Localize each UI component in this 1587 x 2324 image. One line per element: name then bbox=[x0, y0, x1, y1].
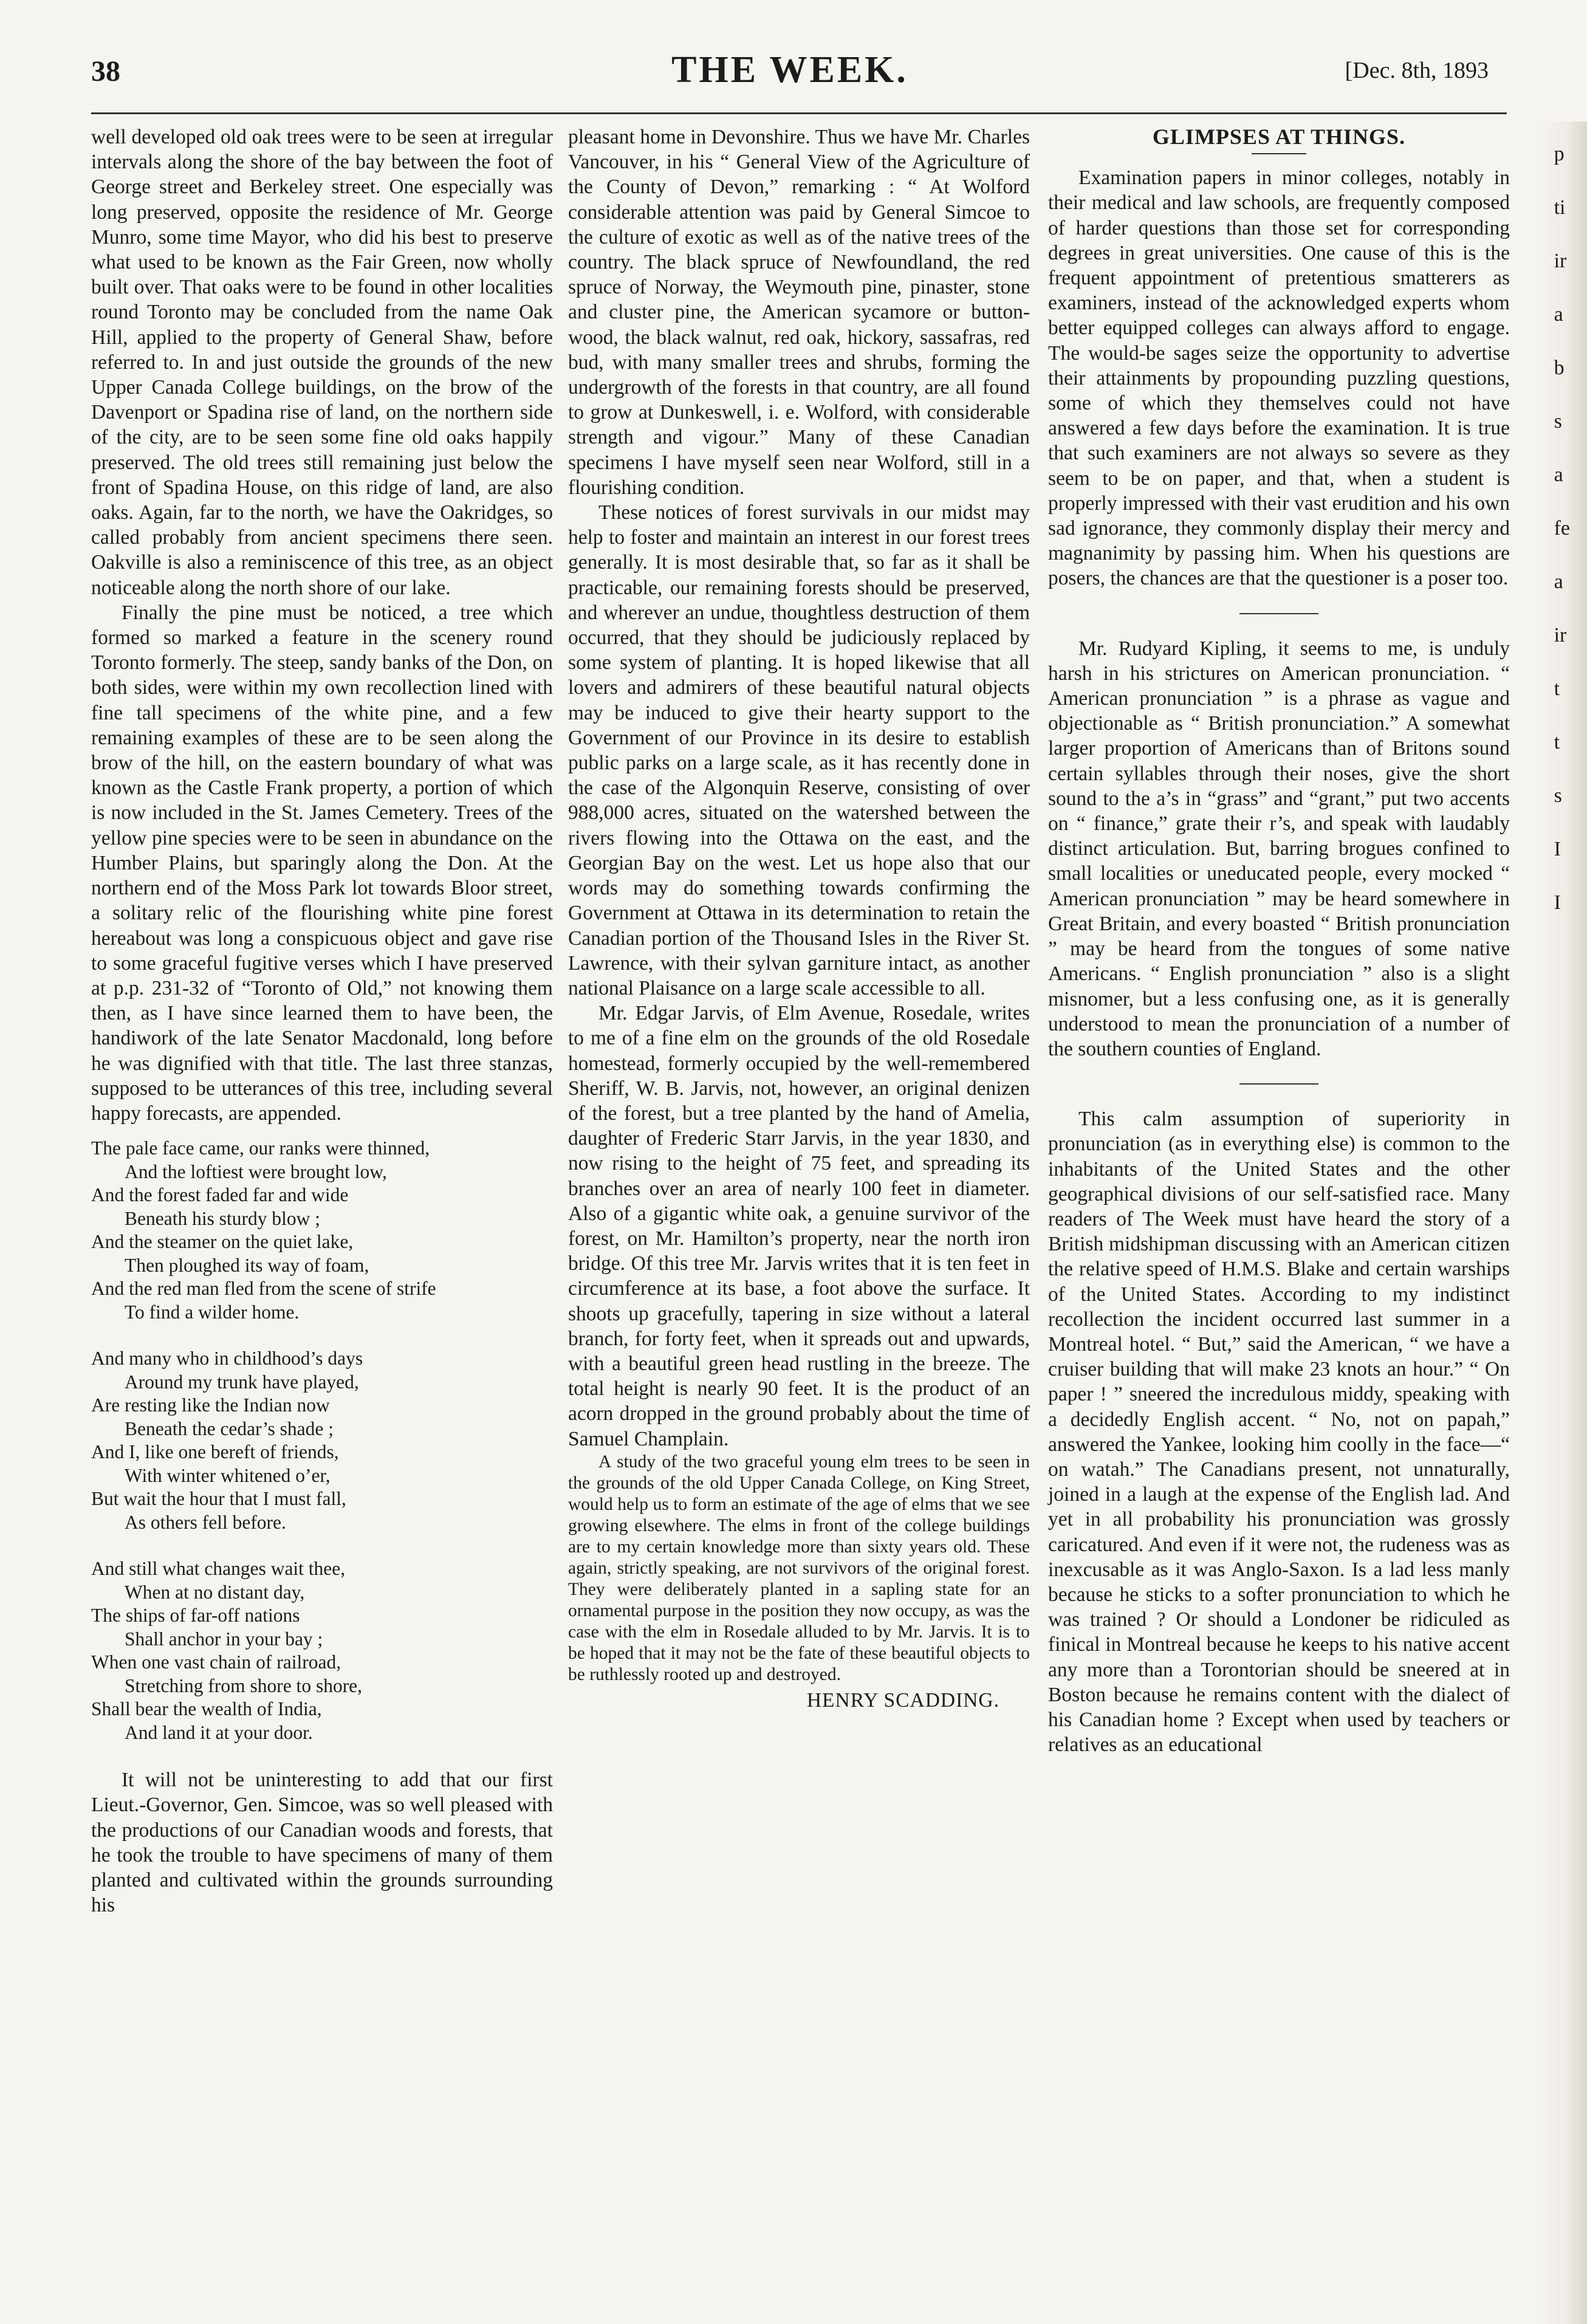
column-3 bbox=[1048, 125, 1510, 1757]
edge-fragment: b bbox=[1554, 357, 1565, 379]
edge-fragment: ti bbox=[1554, 196, 1566, 219]
edge-fragment: t bbox=[1554, 731, 1560, 753]
article-paragraph: pleasant home in Devonshire. Thus we have Mr. Charles Vancouver, in his “ General View of the Agriculture of the County of Devon,” remarking : “ At Wolford considerable attention was paid by General Simcoe to the culture of exotic as well as of the native trees of the country. The black spruce of Newfoundland, the red spruce of Norway, the Weymouth pine, pinaster, stone and cluster pine, the American sycamore or button-wood, the black walnut, red oak, hickory, sassafras, red bud, with many smaller trees and shrubs, forming the undergrowth of the forests in that country, are all found to grow at Dunkeswell, i. e. Wolford, with considerable strength and vigour.” Many of these Canadian specimens I have myself seen near Wolford, still in a flourishing condition. bbox=[568, 126, 1030, 499]
edge-fragment: s bbox=[1554, 410, 1562, 433]
edge-fragment: p bbox=[1554, 143, 1565, 165]
poem-line: But wait the hour that I must fall, bbox=[91, 1488, 346, 1510]
poem-line: With winter whitened o’er, bbox=[125, 1464, 331, 1486]
poem-line: To find a wilder home. bbox=[125, 1301, 300, 1323]
divider bbox=[1239, 1083, 1318, 1085]
poem-stanza bbox=[91, 1137, 553, 1324]
poem-stanza bbox=[91, 1557, 553, 1744]
poem-line: And the forest faded far and wide bbox=[91, 1184, 349, 1206]
poem-line: The ships of far-off nations bbox=[91, 1605, 300, 1626]
poem-line: As others fell before. bbox=[125, 1511, 286, 1533]
article-paragraph: It will not be uninteresting to add that our first Lieut.-Governor, Gen. Simcoe, was so well pleased with the productions of our Canadian woods and forests, that he took the trouble to have specimens of many of them planted and cultivated within the grounds surrounding his bbox=[91, 1769, 553, 1917]
poem-line: The pale face came, our ranks were thinned, bbox=[91, 1137, 430, 1159]
poem-stanza bbox=[91, 1347, 553, 1534]
column-2 bbox=[568, 125, 1030, 1713]
edge-fragment: ir bbox=[1554, 250, 1567, 272]
poem-line: Stretching from shore to shore, bbox=[125, 1674, 363, 1696]
poem-line: Then ploughed its way of foam, bbox=[125, 1254, 369, 1276]
edge-fragment: a bbox=[1554, 303, 1563, 326]
article-paragraph: These notices of forest survivals in our midst may help to foster and maintain an interest in our forest trees generally. It is most desirable that, so far as it shall be practicable, our remaining forests should be preserved, and wherever an undue, thoughtless destruction of them occurred, that they should be judiciously replaced by some system of planting. It is hoped likewise that all lovers and admirers of these beautiful natural objects may be induced to give their hearty support to the Government of our Province in its desire to establish public parks on a large scale, as it has recently done in the case of the Algonquin Reserve, consisting of over 988,000 acres, situated on the watershed between the rivers flowing into the Ottawa on the east, and the Georgian Bay on the west. Let us hope also that our words may do something towards confirming the Government at Ottawa in its determination to retain the Canadian portion of the Thousand Isles in the River St. Lawrence, with their sylvan garniture intact, as another national Plaisance on a large scale accessible to all. bbox=[568, 501, 1030, 999]
article-paragraph: well developed old oak trees were to be seen at irregular intervals along the shore of the bay between the foot of George street and Berkeley street. One especially was long preserved, opposite the residence of Mr. George Munro, some time Mayor, who did his best to preserve what used to be known as the Fair Green, now wholly built over. That oaks were to be found in other localities round Toronto may be concluded from the name Oak Hill, applied to the property of General Shaw, before referred to. In and just outside the grounds of the new Upper Canada College buildings, on the brow of the Davenport or Spadina rise of land, on the northern side of the city, are to be seen some fine old oaks happily preserved. The old trees still remaining just below the front of Spadina House, on this ridge of land, are also oaks. Again, far to the north, we have the Oakridges, so called probably from ancient specimens there seen. Oakville is also a reminiscence of this tree, as an object noticeable along the north shore of our lake. bbox=[91, 126, 553, 599]
edge-fragment: a bbox=[1554, 571, 1563, 593]
article-paragraph: A study of the two graceful young elm trees to be seen in the grounds of the old Upper Canada College, on King Street, would help us to form an estimate of the age of elms that we see growing elsewhere. The elms in front of the college buildings are to my certain knowledge more than sixty years old. These again, strictly speaking, are not survivors of the original forest. They were deliberately planted in a sapling state for an ornamental purpose in the position they now occupy, as was the case with the elm in Rosedale alluded to by Mr. Jarvis. It is to be hoped that it may not be the fate of these beautiful objects to be ruthlessly rooted up and destroyed. bbox=[568, 1452, 1030, 1684]
poem-line: When at no distant day, bbox=[125, 1581, 305, 1603]
page-number: 38 bbox=[91, 55, 120, 87]
poem bbox=[91, 1137, 553, 1744]
article-paragraph: This calm assumption of superiority in pronunciation (as in everything else) is common to the inhabitants of the United States and the other geographical divisions of our self-satisfied race. Many readers of The Week must have heard the story of a British midshipman discussing with an American citizen the relative speed of H.M.S. Blake and certain warships of the United States. According to my indistinct recollection the incident occurred last summer in a Montreal hotel. “ But,” said the American, “ we have a cruiser building that will make 23 knots an hour.” “ On paper ! ” sneered the incredulous middy, speaking with a decidedly English accent. “ No, not on papah,” answered the Yankee, looking him coolly in the face—“ on watah.” The Canadians present, not unnaturally, joined in a laugh at the expense of the English lad. And yet in all probability his pronunciation was grossly caricatured. And even if it were not, the rudeness was as inexcusable as it was Anglo-Saxon. Is a lad less manly because he sticks to a softer pronunciation to which he was trained ? Or should a Londoner be ridiculed as finical in Montreal because he keeps to his native accent any more than a Torontorian should be sneered at in Boston because he remains content with the dialect of his Canadian home ? Except when used by teachers or relatives as an educational bbox=[1048, 1108, 1510, 1757]
poem-line: When one vast chain of railroad, bbox=[91, 1651, 341, 1673]
poem-line: And the red man fled from the scene of strife bbox=[91, 1278, 436, 1300]
issue-date: [Dec. 8th, 1893 bbox=[1345, 58, 1489, 83]
article-paragraph: Mr. Rudyard Kipling, it seems to me, is unduly harsh in his strictures on American pronunciation. “ American pronunciation ” is a phrase as vague and objectionable as “ British pronunciation.” A somewhat larger proportion of Americans than of Britons sound certain syllables through their noses, give the short sound to the a’s in “grass” and “grant,” put two accents on “ finance,” grate their r’s, and speak with laudably distinct articulation. But, barring brogues confined to small localities or uneducated people, every mocked “ American pronunciation ” may be heard somewhere in Great Britain, and every boasted “ British pronunciation ” may be heard from the tongues of some native Americans. “ English pronunciation ” also is a slight misnomer, but a less confusing one, as it is generally understood to mean the pronunciation of a number of the southern counties of England. bbox=[1048, 637, 1510, 1060]
poem-line: And I, like one bereft of friends, bbox=[91, 1441, 339, 1463]
divider bbox=[1239, 613, 1318, 614]
edge-fragment: I bbox=[1554, 891, 1561, 914]
edge-fragment: ir bbox=[1554, 624, 1567, 646]
poem-line: Shall bear the wealth of India, bbox=[91, 1698, 322, 1720]
poem-line: And many who in childhood’s days bbox=[91, 1348, 363, 1369]
poem-line: And land it at your door. bbox=[125, 1721, 313, 1743]
edge-fragment: t bbox=[1554, 677, 1560, 700]
section-title: GLIMPSES AT THINGS. bbox=[1152, 125, 1406, 149]
edge-fragment: fe bbox=[1554, 517, 1570, 540]
poem-line: Are resting like the Indian now bbox=[91, 1394, 330, 1416]
edge-fragment: s bbox=[1554, 784, 1562, 807]
poem-line: Beneath the cedar’s shade ; bbox=[125, 1417, 334, 1439]
poem-line: Beneath his sturdy blow ; bbox=[125, 1207, 320, 1229]
edge-fragment: I bbox=[1554, 838, 1561, 860]
column-1 bbox=[91, 125, 553, 1918]
poem-line: And the steamer on the quiet lake, bbox=[91, 1231, 354, 1253]
edge-fragment: a bbox=[1554, 464, 1563, 486]
next-page-edge-text bbox=[1554, 128, 1570, 930]
author-signature: HENRY SCADDING. bbox=[806, 1688, 999, 1712]
poem-line: Around my trunk have played, bbox=[125, 1371, 359, 1393]
page-header bbox=[91, 49, 1489, 97]
masthead-title: THE WEEK. bbox=[671, 49, 908, 91]
divider bbox=[1252, 153, 1306, 154]
header-rule bbox=[91, 112, 1507, 114]
article-paragraph: Examination papers in minor colleges, notably in their medical and law schools, are frequently composed of harder questions than those set for corresponding degrees in great universities. One cause of this is the frequent appointment of pretentious smatterers as examiners, instead of the acknowledged experts whom better equipped colleges can always afford to engage. The would-be sages seize the opportunity to advertise their attainments by propounding puzzling questions, some of which they themselves could not have answered a few days before the examination. It is true that such examiners are not always so severe as they seem to be on paper, and that, when a student is properly impressed with their vast erudition and his own sad ignorance, they commonly display their mercy and magnanimity by passing him. When his questions are posers, the chances are that the questioner is a poser too. bbox=[1048, 166, 1510, 590]
poem-line: And still what changes wait thee, bbox=[91, 1558, 346, 1580]
poem-line: And the loftiest were brought low, bbox=[125, 1160, 387, 1182]
article-paragraph: Finally the pine must be noticed, a tree which formed so marked a feature in the scenery round Toronto formerly. The steep, sandy banks of the Don, on both sides, were within my own recollection lined with fine tall specimens of the white pine, and a few remaining examples of these are to be seen along the brow of the hill, on the eastern boundary of what was known as the Castle Frank property, a portion of which is now included in the St. James Cemetery. Trees of the yellow pine species were to be seen in abundance on the Humber Plains, but sparingly along the Don. At the northern end of the Moss Park lot towards Bloor street, a solitary relic of the flourishing white pine forest hereabout was long a conspicuous object and gave rise to some graceful fugitive verses which I have preserved at p.p. 231-32 of “Toronto of Old,” not knowing them then, as I have since learned them to have been, the handiwork of the late Senator Macdonald, long before he was dignified with that title. The last three stanzas, supposed to be utterances of this tree, including several happy forecasts, are appended. bbox=[91, 601, 553, 1125]
article-paragraph: Mr. Edgar Jarvis, of Elm Avenue, Rosedale, writes to me of a fine elm on the grounds of the old Rosedale homestead, formerly occupied by the well-remembered Sheriff, W. B. Jarvis, not, however, an original denizen of the forest, but a tree planted by the hand of Amelia, daughter of Frederic Starr Jarvis, in the year 1830, and now rising to the height of 75 feet, and spreading its branches over an area of nearly 100 feet in diameter. Also of a gigantic white oak, a genuine survivor of the forest, on Mr. Hamilton’s property, near the north iron bridge. Of this tree Mr. Jarvis writes that it is ten feet in circumference at its base, a foot above the surface. It shoots up gracefully, tapering in size without a lateral branch, for forty feet, when it spreads out and upwards, with a beautiful green head rustling in the breeze. The total height is nearly 90 feet. It is the product of an acorn dropped in the ground probably about the time of Samuel Champlain. bbox=[568, 1002, 1030, 1450]
poem-line: Shall anchor in your bay ; bbox=[125, 1628, 323, 1650]
